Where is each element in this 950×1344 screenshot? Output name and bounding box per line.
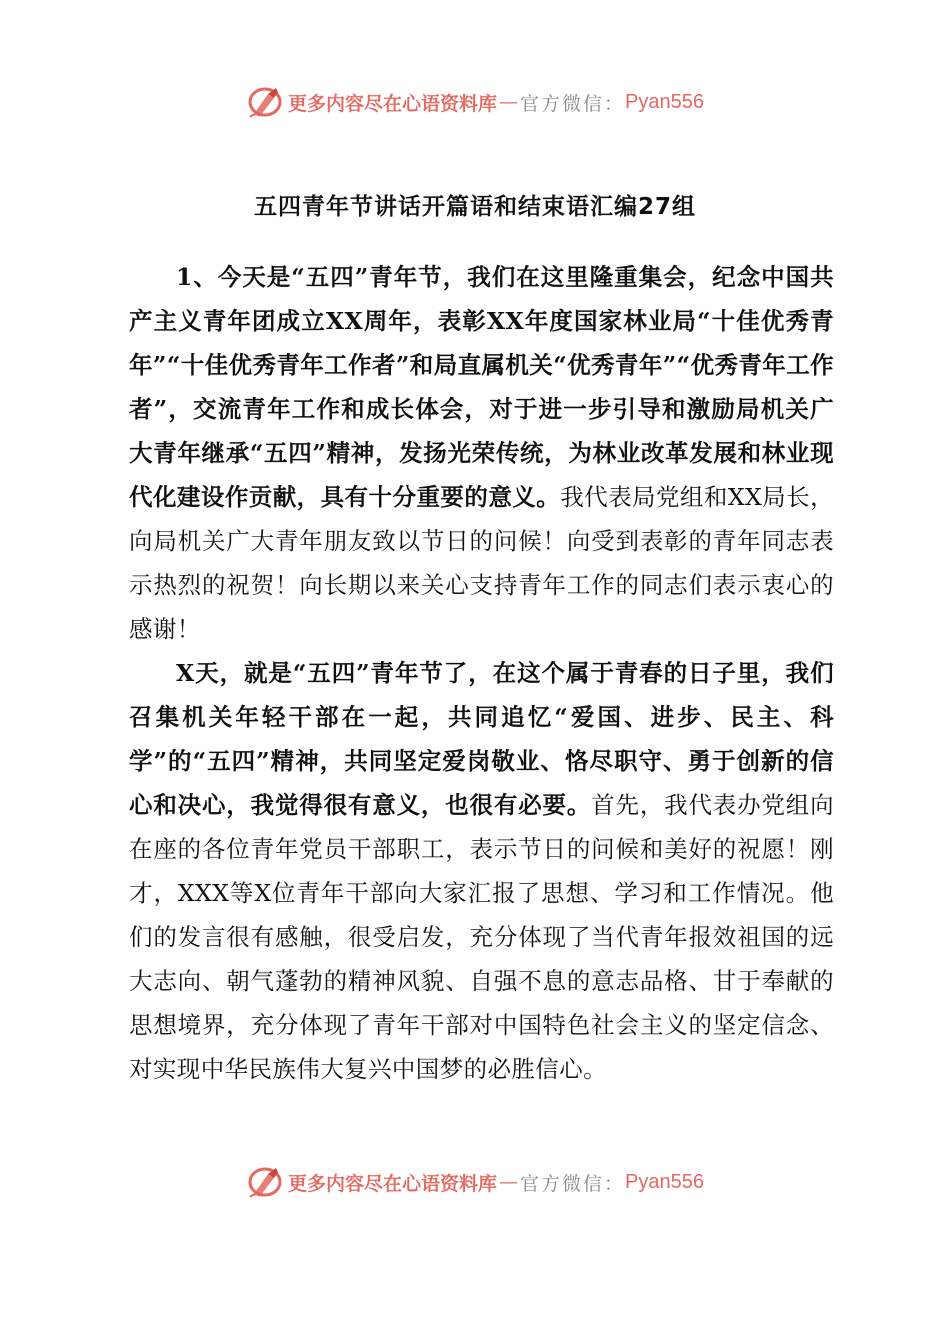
footer-brand-text: 更多内容尽在心语资料库: [288, 1172, 498, 1195]
banner-wechat-id: Pyan556: [625, 90, 704, 113]
paragraph-2-bold: X天，就是“五四”青年节了，在这个属于青春的日子里，我们召集机关年轻干部在一起，共同追忆“爱国、进步、民主、科学”的“五四”精神，共同坚定爱岗敬业、恪尽职守、勇于创新的信心和决心，我觉得很有意义，也很有必要。: [129, 659, 834, 819]
banner-wechat-label: 官方微信：: [520, 92, 626, 115]
pen-nib-logo-icon: [246, 1164, 286, 1200]
header-banner: [0, 82, 950, 122]
footer-banner: [0, 1162, 950, 1202]
footer-wechat-label: 官方微信：: [520, 1172, 626, 1195]
footer-dash: —: [499, 1171, 519, 1193]
footer-wechat-id: Pyan556: [625, 1170, 704, 1193]
paragraph-2-normal: 首先，我代表办党组向在座的各位青年党员干部职工，表示节日的问候和美好的祝愿！刚才，XXX等X位青年干部向大家汇报了思想、学习和工作情况。他们的发言很有感触，很受启发，充分体现了当代青年报效祖国的远大志向、朝气蓬勃的精神风貌、自强不息的意志品格、甘于奉献的思想境界，充分体现了青年干部对中国特色社会主义的坚定信念、对实现中华民族伟大复兴中国梦的必胜信心。: [129, 791, 834, 1083]
paragraph-2: [129, 651, 834, 1091]
paragraph-1-bold: 1、今天是“五四”青年节，我们在这里隆重集会，纪念中国共产主义青年团成立XX周年，表彰XX年度国家林业局“十佳优秀青年”“十佳优秀青年工作者”和局直属机关“优秀青年”“优秀青年工作者”，交流青年工作和成长体会，对于进一步引导和激励局机关广大青年继承“五四”精神，发扬光荣传统，为林业改革发展和林业现代化建设作贡献，具有十分重要的意义。: [129, 263, 834, 511]
banner-brand-text: 更多内容尽在心语资料库: [288, 92, 498, 115]
banner-dash: —: [499, 91, 519, 113]
paragraph-1: [129, 255, 834, 651]
paragraph-1-normal: 我代表局党组和XX局长，向局机关广大青年朋友致以节日的问候！向受到表彰的青年同志表示热烈的祝贺！向长期以来关心支持青年工作的同志们表示衷心的感谢！: [129, 483, 834, 643]
pen-nib-logo-icon: [246, 84, 286, 120]
document-title: 五四青年节讲话开篇语和结束语汇编27组: [253, 194, 696, 220]
document-body: [129, 255, 834, 1091]
